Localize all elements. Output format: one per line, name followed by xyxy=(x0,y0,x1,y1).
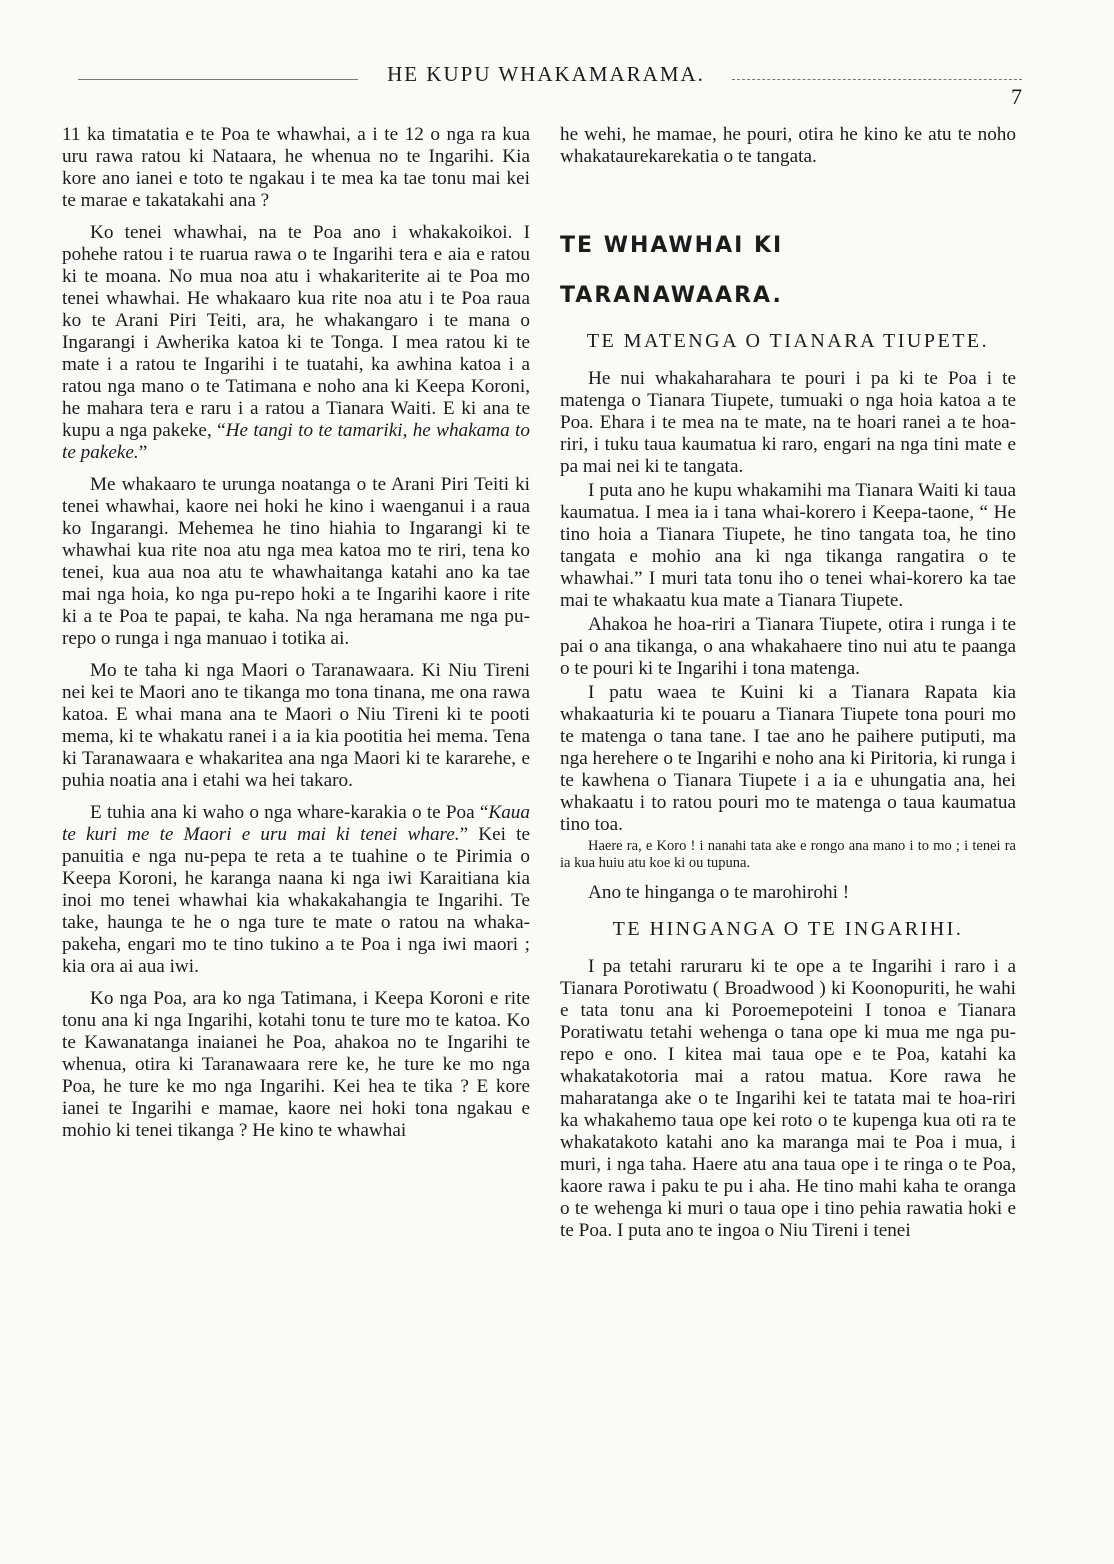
paragraph: I puta ano he kupu whakamihi ma Tianara Waiti ki taua kaumatua. I mea ia i tana whai-korero i Keepa-taone, “ He tino hoia a Tianara Tiupete, he tino tangata toa, he tino tangata e mohio ana ki nga tikanga rangatira o te whawhai.” I muri tata tonu iho o tenei whai-korero ka tae mai te whakaatu kua mate a Tianara Tiupete. xyxy=(560,480,1016,611)
subheading: TE MATENGA O TIANARA TIUPETE. xyxy=(586,330,990,352)
running-title: HE KUPU WHAKAMARAMA. xyxy=(387,62,705,86)
verse: Haere ra, e Koro ! i nanahi tata ake e rongo ana mano i to mo ; i tenei ra ia kua huiu atu koe ki ou tupuna. xyxy=(560,838,1016,871)
quotation: He tangi to te tamariki, he whakama to te pakeke. xyxy=(62,420,530,463)
section-title-line-2: TARANAWAARA. xyxy=(560,283,783,308)
paragraph: I patu waea te Kuini ki a Tianara Rapata kia whakaaturia ki te pouaru a Tianara Tiupete tona pouri mo te matenga o tana tane. I tae ano he paihere putiputi, ma nga herehere o te Ingarihi e noho ana ki Piritoria, ki runga i te kawhena o Tianara Tiupete i a ia e uhungatia ana, hei whakaatu i to ratou pouri mo te matenga o taua kaumatua tino toa. xyxy=(560,682,1016,835)
paragraph xyxy=(62,222,530,464)
paragraph-text: ” Kei te panuitia e nga nu-pepa te reta a te tuahine o te Pirimia o Keepa Koroni, he karanga naana ki nga iwi Karaitiana kia inoi mo tenei whawhai kia whakakahangia te Ingarihi. Te take, haunga te he o nga ture te mate o ratou na whaka-pakeha, engari mo te tino tukino a te Poa i nga iwi maori ; kia ora ai aua iwi. xyxy=(62,824,530,977)
section-title-line-1: TE WHAWHAI KI xyxy=(560,233,784,258)
paragraph: Mo te taha ki nga Maori o Taranawaara. Ki Niu Tireni nei kei te Maori ano te tikanga mo tona tinana, me ona rawa katoa. E whai mana ana te Maori o Niu Tireni ki te pooti mema, ki te whakatu ranei i a ia kia pootitia hei mema. Tena ki Taranawaara e whakaritea ana nga Maori ki te kararehe, e puhia noatia ana i etahi wa hei takaro. xyxy=(62,660,530,791)
running-header xyxy=(60,62,1022,109)
paragraph: he wehi, he mamae, he pouri, otira he kino ke atu te noho whakataurekarekatia o te tangata. xyxy=(560,124,1016,167)
left-column xyxy=(62,124,530,1152)
paragraph: Ko nga Poa, ara ko nga Tatimana, i Keepa Koroni e rite tonu ana ki nga Ingarihi, kotahi tonu te ture mo te katoa. Ko te Kawanatanga inaianei he Poa, ahakoa no te Ingarihi te whenua, otira ki Taranawaara rere ke, he ture ke mo nga Poa, he ture ke mo nga Ingarihi. Kei hea te tika ? E kore ianei te Ingarihi e mamae, kaore nei hoki tona ngakau e mohio ki tenei tikanga ? He kino te whawhai xyxy=(62,988,530,1141)
paragraph: Me whakaaro te urunga noatanga o te Arani Piri Teiti ki tenei whawhai, kaore nei hoki he kino i waenganui i a raua ko Ingarangi. Mehemea he tino hiahia to Ingarangi ki te whawhai kua rite noa atu nga mea katoa mo te riri, tena ko tenei, kua aua noa atu te whawhaitanga katahi ano ka tae mai nga hoia, ko nga pu-repo hoki a te Ingarihi kaore i rite ki a te Poa te papai, te kaha. Na nga heramana me nga pu-repo o runga i nga manuao i totika ai. xyxy=(62,474,530,649)
quote-close: ” xyxy=(138,442,148,463)
paragraph: Ano te hinganga o te marohirohi ! xyxy=(588,882,850,903)
paragraph: I pa tetahi raruraru ki te ope a te Ingarihi i raro i a Tianara Porotiwatu ( Broadwood ) ki Koonopuriti, he wahi e tata tonu ana ki Poroemepoteini I tonoa e Tianara Poratiwatu tetahi wehenga o tana ope ki mua me nga pu-repo e ono. I kitea mai taua ope e te Poa, katahi ka whakatakotoria mai a ratou matua. Kore rawa he maharatanga ake o te Ingarihi kei te tatata mai te hoa-riri ka whakahemo taua ope kei roto o te kupenga kua oti ra te whakatakoto katahi ano ka maranga mai te Poa i mua, i muri, i nga taha. Haere atu ana taua ope i te ringa o te Poa, kaore rawa i paku te pu i aha. He tino mahi kaha te oranga o te wehenga ki muri o taua ope i tino pehia rawatia hoki e te Poa. I puta ano te ingoa o Niu Tireni i tenei xyxy=(560,956,1016,1241)
paragraph-text: E tuhia ana ki waho o nga whare-karakia o te Poa “ xyxy=(90,802,489,823)
quotation: Kaua te kuri me te Maori e uru mai ki tenei whare. xyxy=(62,802,530,845)
header-rule-right xyxy=(732,79,1022,80)
paragraph: Ahakoa he hoa-riri a Tianara Tiupete, otira i runga i te pai o ana tikanga, o ana whakahaere tino nui atu te paanga o te pouri ki te Ingarihi i tona matenga. xyxy=(560,614,1016,679)
subheading: TE HINGANGA O TE INGARIHI. xyxy=(612,918,964,940)
paragraph: 11 ka timatatia e te Poa te whawhai, a i te 12 o nga ra kua uru rawa ratou ki Nataara, he whenua no te Ingarihi. Kia kore ano ianei e toto te ngakau i te mea ka tae tonu mai kei te marae e takatakahi ana ? xyxy=(62,124,530,211)
paragraph-text: Ko tenei whawhai, na te Poa ano i whakakoikoi. I pohehe ratou i te ruarua rawa o te Ingarihi tera e aia e ratou ki te moana. No mua noa atu i whakariterite ai te Poa mo tenei whawhai. He whakaaro kua rite noa atu i te Poa raua ko te Arani Piri Teiti, ara, he whakangaro i te mana o Ingarangi i Awherika katoa ki te Tonga. I mea ratou ki te mate i a ratou te Ingarihi i te tuatahi, ka awhina katoa i a ratou nga mano o te Tatimana e noho ana ki Keepa Koroni, he mahara tera e raru i a ratou a Tianara Waiti. E ki ana te kupu a nga pakeke, “ xyxy=(62,222,530,441)
page-number: 7 xyxy=(1011,84,1022,109)
section-title xyxy=(560,226,1016,316)
paragraph: He nui whakaharahara te pouri i pa ki te Poa i te matenga o Tianara Tiupete, tumuaki o nga hoia katoa a te Poa. Ehara i te mea na te mate, na te hoari ranei a te hoa-riri, i tuku taua kaumatua ki raro, engari na nga tini mate e pa mai nei ki te tangata. xyxy=(560,368,1016,477)
right-column xyxy=(560,124,1016,1252)
header-rule-left xyxy=(78,79,358,80)
paragraph xyxy=(62,802,530,978)
